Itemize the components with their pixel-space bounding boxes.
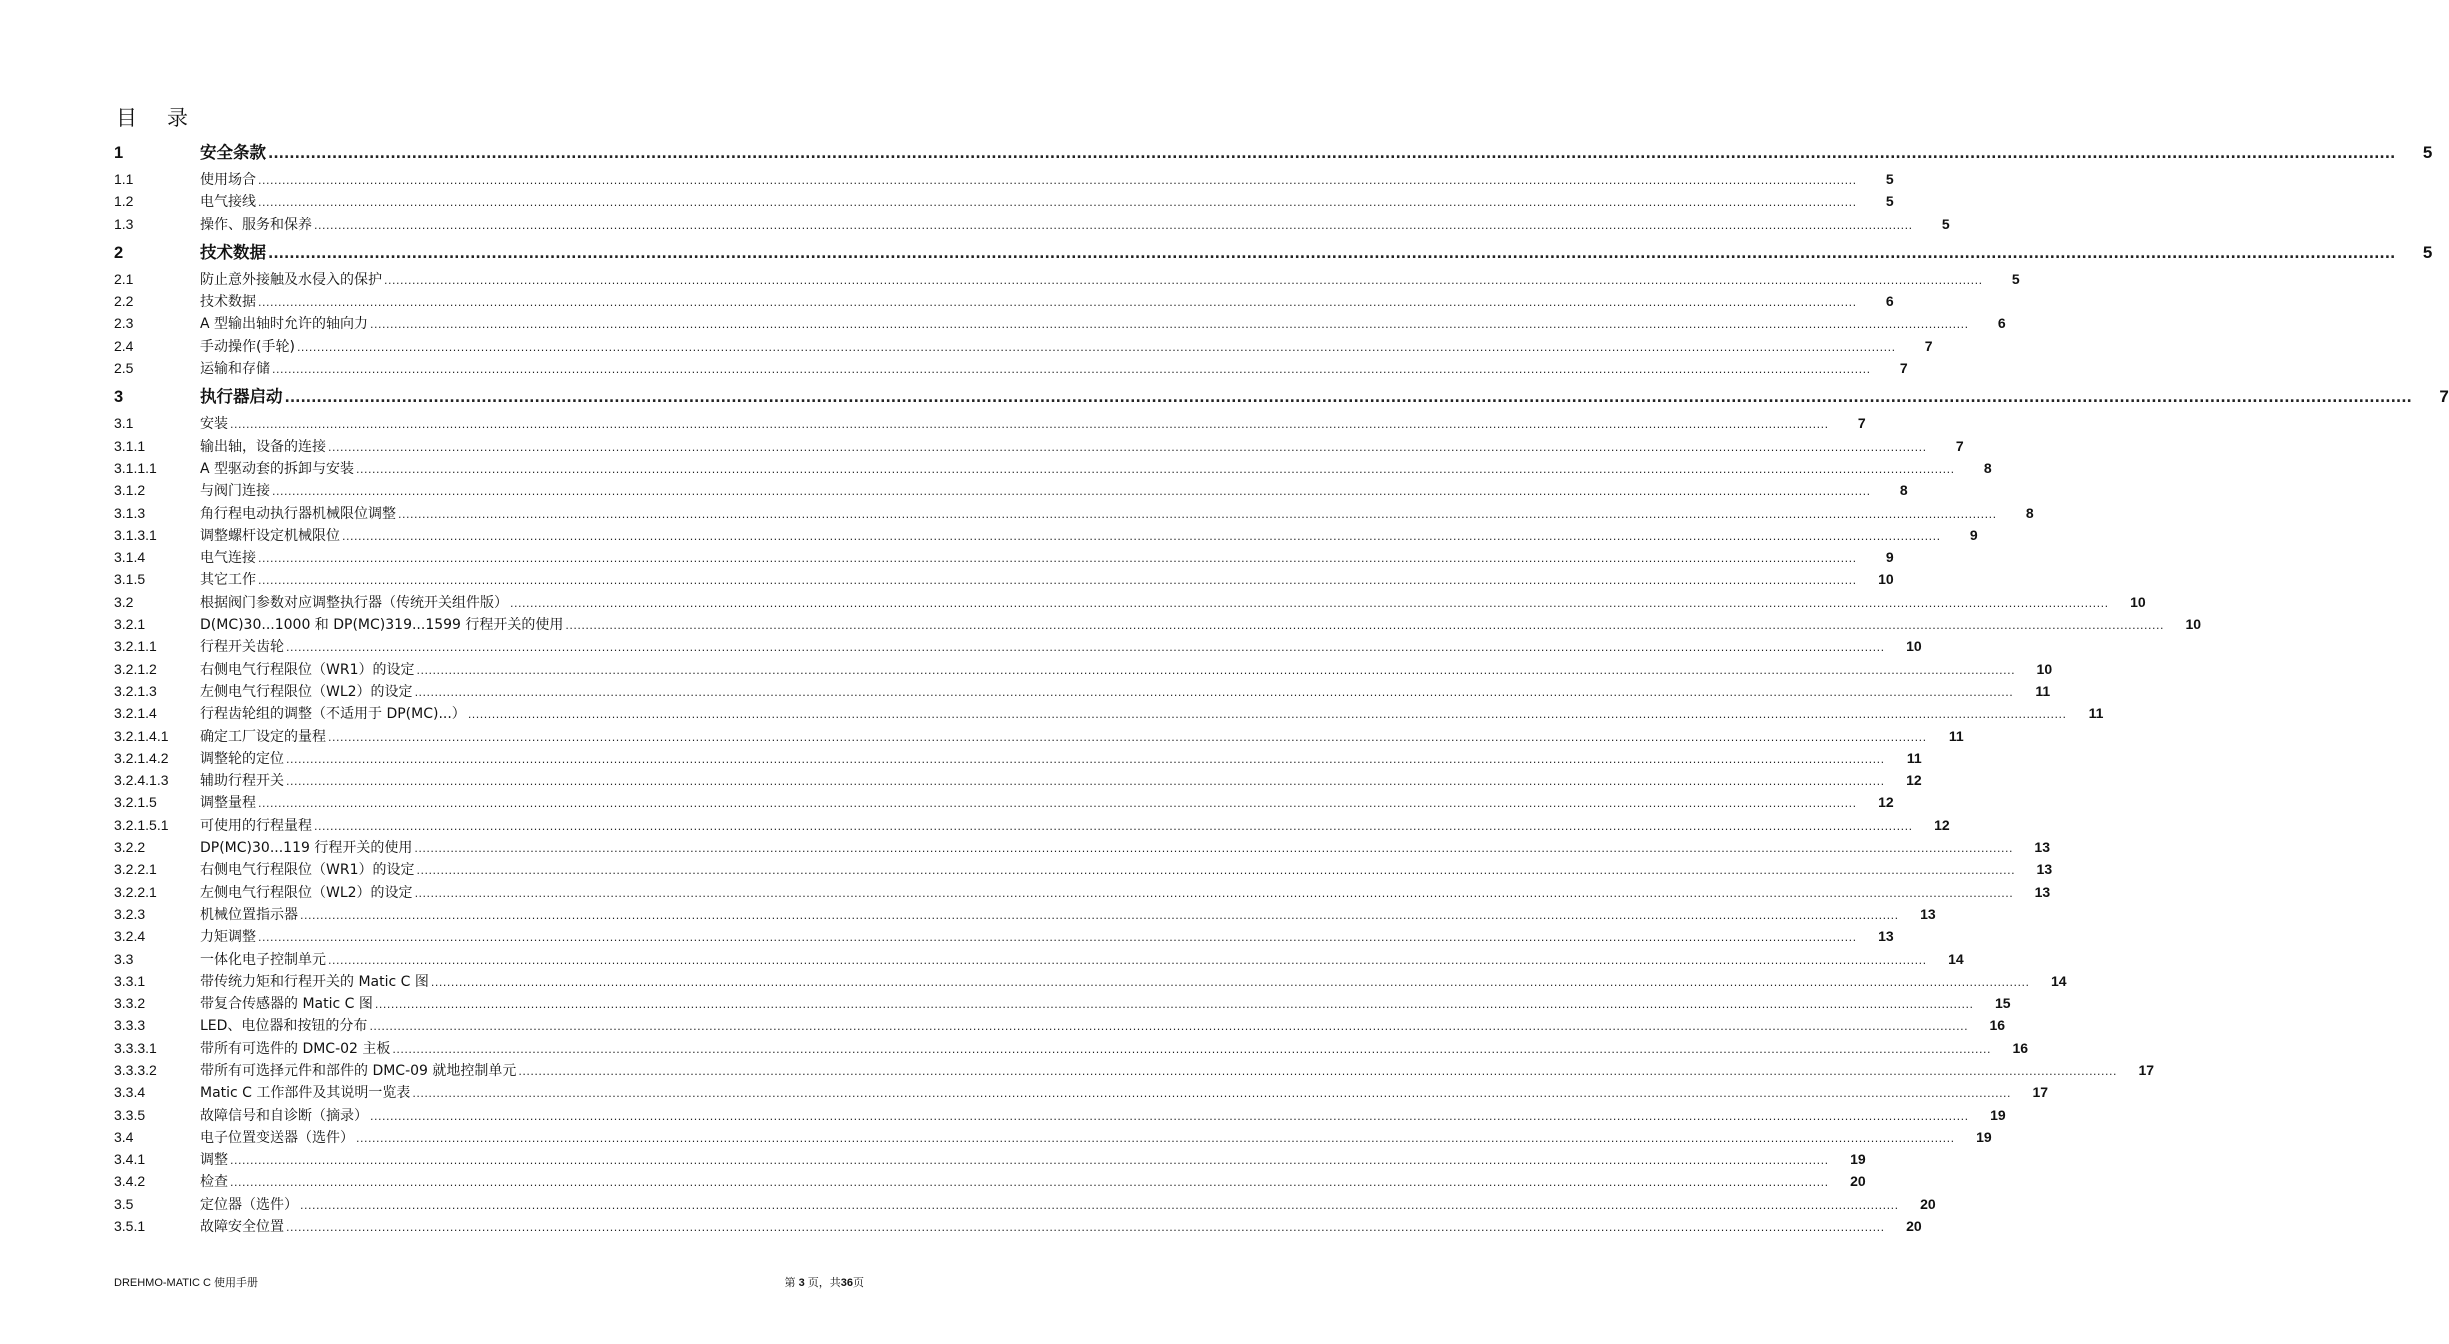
toc-entry-title: 调整量程 — [200, 795, 256, 812]
toc-entry-row[interactable] — [114, 168, 1894, 190]
toc-entry-number: 3.2.3 — [114, 905, 146, 922]
toc-dot-leader: ................................................................................................................................................................................................................................................................................................................................................................................................................ — [286, 641, 1885, 655]
toc-entry-row[interactable] — [114, 435, 1964, 457]
toc-entry-title: 使用场合 — [200, 172, 256, 188]
toc-dot-leader: ................................................................................................................................................................................................................................................................................................................................................................................................................ — [258, 574, 1857, 588]
toc-entry-row[interactable] — [114, 702, 2104, 724]
toc-entry-row[interactable] — [114, 613, 2202, 635]
toc-entry-page: 17 — [2138, 1061, 2155, 1078]
toc-entry-title: 执行器启动 — [200, 387, 283, 407]
toc-dot-leader: ................................................................................................................................................................................................................................................................................................................................................................................................................ — [272, 485, 1871, 499]
toc-entry-title: 辅助行程开关 — [200, 773, 284, 790]
toc-entry-title: 左侧电气行程限位（WL2）的设定 — [200, 683, 413, 700]
toc-entry-title: 电气接线 — [200, 194, 256, 211]
toc-entry-page: 9 — [1885, 549, 1894, 566]
toc-dot-leader: ................................................................................................................................................................................................................................................................................................................................................................................................................ — [314, 218, 1913, 232]
toc-entry-number: 2.2 — [114, 293, 134, 310]
toc-entry-page: 19 — [1850, 1151, 1866, 1168]
toc-dot-leader: ................................................................................................................................................................................................................................................................................................................................................................................................................ — [414, 685, 2014, 699]
toc-dot-leader: ................................................................................................................................................................................................................................................................................................................................................................................................................ — [268, 146, 2396, 162]
footer-page-total: 36 — [840, 1277, 853, 1289]
toc-entry-title: 操作、服务和保养 — [200, 216, 312, 233]
toc-entry-page: 13 — [2034, 839, 2050, 856]
toc-dot-leader: ................................................................................................................................................................................................................................................................................................................................................................................................................ — [300, 908, 1899, 922]
toc-entry-page: 12 — [1934, 816, 1950, 833]
toc-entry-number: 3.2.1.3 — [114, 682, 157, 699]
toc-entry-title: 行程开关齿轮 — [200, 639, 284, 656]
toc-dot-leader: ................................................................................................................................................................................................................................................................................................................................................................................................................ — [414, 886, 2014, 900]
toc-entry-title: 技术数据 — [200, 242, 266, 262]
toc-entry-number: 3.1.1.1 — [114, 459, 157, 476]
toc-entry-number: 3.1.3.1 — [114, 526, 157, 543]
toc-dot-leader: ................................................................................................................................................................................................................................................................................................................................................................................................................ — [230, 1154, 1829, 1168]
toc-entry-row[interactable] — [114, 836, 2050, 858]
toc-entry-row[interactable] — [114, 479, 1908, 501]
toc-entry-title: 运输和存储 — [200, 361, 270, 378]
toc-entry-title: 安全条款 — [200, 143, 266, 162]
toc-entry-number: 2 — [114, 243, 124, 262]
toc-chapter-row[interactable] — [114, 382, 2449, 412]
toc-entry-page: 7 — [1924, 337, 1933, 354]
toc-entry-page: 11 — [2035, 682, 2051, 699]
toc-entry-title: DP(MC)30...119 行程开关的使用 — [200, 840, 413, 857]
toc-entry-title: 根据阀门参数对应调整执行器（传统开关组件版） — [200, 594, 508, 611]
toc-entry-row[interactable] — [114, 635, 1922, 657]
toc-entry-number: 3.2.1.2 — [114, 660, 157, 677]
toc-entry-row[interactable] — [114, 658, 2053, 680]
toc-dot-leader: ................................................................................................................................................................................................................................................................................................................................................................................................................ — [412, 1087, 2012, 1101]
toc-entry-title: 机械位置指示器 — [200, 906, 298, 923]
toc-entry-page: 8 — [2025, 504, 2034, 521]
toc-entry-number: 3.2.2.1 — [114, 861, 157, 878]
toc-entry-page: 5 — [2011, 270, 2020, 287]
toc-entry-page: 13 — [1878, 928, 1894, 945]
toc-entry-page: 5 — [1941, 215, 1950, 232]
footer-page-suffix: 页 — [853, 1277, 864, 1289]
toc-entry-number: 3.5.1 — [114, 1218, 146, 1235]
toc-entry-number: 3.2.1.4.2 — [114, 749, 169, 766]
toc-entry-page: 10 — [1878, 571, 1894, 588]
toc-entry-title: 定位器（选件） — [200, 1196, 298, 1213]
toc-dot-leader: ................................................................................................................................................................................................................................................................................................................................................................................................................ — [414, 842, 2013, 856]
toc-entry-page: 7 — [1955, 437, 1964, 454]
toc-entry-row[interactable] — [114, 1126, 1992, 1148]
toc-entry-number: 3.4.1 — [114, 1151, 146, 1168]
toc-entry-title: A 型输出轴时允许的轴向力 — [200, 316, 369, 333]
toc-entry-row[interactable] — [114, 190, 1894, 212]
toc-entry-row[interactable] — [114, 970, 2067, 992]
toc-entry-title: 其它工作 — [200, 572, 256, 589]
toc-entry-title: 带传统力矩和行程开关的 Matic C 图 — [200, 973, 429, 990]
toc-entry-number: 1.1 — [114, 171, 134, 187]
toc-dot-leader: ................................................................................................................................................................................................................................................................................................................................................................................................................ — [300, 1198, 1899, 1212]
toc-entry-number: 2.5 — [114, 360, 134, 377]
toc-entry-row[interactable] — [114, 725, 1964, 747]
toc-entry-row[interactable] — [114, 591, 2146, 613]
toc-entry-number: 3.1.3 — [114, 504, 146, 521]
toc-entry-title: 技术数据 — [200, 294, 256, 311]
toc-entry-number: 3.3.5 — [114, 1106, 146, 1123]
toc-dot-leader: ................................................................................................................................................................................................................................................................................................................................................................................................................ — [518, 1064, 2118, 1078]
toc-dot-leader: ................................................................................................................................................................................................................................................................................................................................................................................................................ — [272, 363, 1871, 377]
toc-entry-number: 3.2.1.5.1 — [114, 816, 169, 833]
toc-entry-page: 10 — [2185, 616, 2202, 633]
toc-dot-leader: ................................................................................................................................................................................................................................................................................................................................................................................................................ — [370, 1109, 1969, 1123]
toc-entry-page: 15 — [1994, 995, 2011, 1012]
toc-entry-row[interactable] — [114, 1037, 2029, 1059]
toc-dot-leader: ................................................................................................................................................................................................................................................................................................................................................................................................................ — [398, 507, 1997, 521]
toc-entry-title: 确定工厂设定的量程 — [200, 728, 326, 745]
toc-entry-row[interactable] — [114, 546, 1894, 568]
toc-entry-number: 2.1 — [114, 270, 134, 287]
toc-entry-row[interactable] — [114, 680, 2051, 702]
toc-entry-title: 一体化电子控制单元 — [200, 951, 326, 968]
toc-entry-title: 调整 — [200, 1152, 228, 1169]
toc-entry-row[interactable] — [114, 412, 1866, 434]
toc-entry-number: 3.2.2 — [114, 839, 146, 856]
toc-entry-title: 带所有可选择元件和部件的 DMC-09 就地控制单元 — [200, 1062, 517, 1079]
toc-entry-row[interactable] — [114, 791, 1894, 813]
toc-entry-number: 3.1.5 — [114, 571, 146, 588]
toc-entry-page: 5 — [2422, 143, 2433, 162]
toc-entry-page: 6 — [1997, 315, 2006, 332]
toc-entry-page: 7 — [1899, 360, 1908, 377]
toc-entry-number: 3.2.4.1.3 — [114, 772, 169, 789]
toc-entry-page: 14 — [1948, 950, 1964, 967]
toc-entry-page: 19 — [1990, 1106, 2006, 1123]
toc-entry-number: 3.3.3.2 — [114, 1061, 157, 1078]
page-title-part2: 录 — [167, 106, 188, 130]
toc-entry-number: 3.2.1.5 — [114, 794, 157, 811]
toc-entry-number: 3.3.3.1 — [114, 1039, 157, 1056]
toc-entry-title: 手动操作(手轮) — [200, 338, 295, 355]
toc-entry-page: 10 — [2130, 593, 2146, 610]
toc-entry-title: 安装 — [200, 416, 228, 433]
toc-entry-page: 12 — [1906, 772, 1922, 789]
toc-dot-leader: ................................................................................................................................................................................................................................................................................................................................................................................................................ — [374, 998, 1974, 1012]
toc-entry-title: 可使用的行程量程 — [200, 817, 312, 834]
toc-dot-leader: ................................................................................................................................................................................................................................................................................................................................................................................................................ — [565, 619, 2165, 633]
toc-entry-row[interactable] — [114, 1081, 2049, 1103]
toc-entry-number: 3 — [114, 388, 124, 407]
toc-entry-number: 3.2.4 — [114, 928, 146, 945]
toc-chapter-row[interactable] — [114, 138, 2433, 168]
toc-entry-row[interactable] — [114, 903, 1936, 925]
toc-entry-page: 7 — [1857, 415, 1866, 432]
toc-entry-page: 14 — [2050, 972, 2067, 989]
toc-dot-leader: ................................................................................................................................................................................................................................................................................................................................................................................................................ — [467, 708, 2067, 722]
footer-manual-title: DREHMO-MATIC C 使用手册 — [114, 1277, 259, 1289]
footer-page-number — [785, 1274, 865, 1290]
toc-entry-row[interactable] — [114, 1104, 2006, 1126]
toc-dot-leader: ................................................................................................................................................................................................................................................................................................................................................................................................................ — [416, 663, 2016, 677]
toc-entry-number: 2.4 — [114, 337, 134, 354]
toc-entry-number: 3.1.1 — [114, 437, 146, 454]
toc-entry-number: 3.2.1.4.1 — [114, 727, 169, 744]
toc-entry-row[interactable] — [114, 502, 2034, 524]
toc-entry-page: 10 — [1906, 638, 1922, 655]
toc-entry-number: 3.2 — [114, 593, 134, 610]
toc-entry-row[interactable] — [114, 948, 1964, 970]
toc-entry-page: 11 — [1906, 749, 1922, 766]
toc-entry-row[interactable] — [114, 312, 2006, 334]
toc-dot-leader: ................................................................................................................................................................................................................................................................................................................................................................................................................ — [284, 390, 2412, 407]
toc-entry-page: 11 — [2088, 705, 2104, 722]
toc-chapter-row[interactable] — [114, 238, 2433, 268]
toc-entry-title: 左侧电气行程限位（WL2）的设定 — [200, 884, 413, 901]
table-of-contents — [114, 138, 2449, 1237]
toc-entry-row[interactable] — [114, 1059, 2155, 1081]
toc-dot-leader: ................................................................................................................................................................................................................................................................................................................................................................................................................ — [258, 174, 1857, 187]
toc-dot-leader: ................................................................................................................................................................................................................................................................................................................................................................................................................ — [356, 462, 1955, 476]
toc-dot-leader: ................................................................................................................................................................................................................................................................................................................................................................................................................ — [286, 775, 1885, 789]
toc-entry-number: 3.2.1 — [114, 616, 146, 633]
toc-dot-leader: ................................................................................................................................................................................................................................................................................................................................................................................................................ — [356, 1131, 1955, 1145]
toc-entry-row[interactable] — [114, 1014, 2006, 1036]
toc-entry-page: 5 — [2422, 242, 2433, 262]
toc-entry-title: 调整轮的定位 — [200, 750, 284, 767]
toc-entry-row[interactable] — [114, 992, 2011, 1014]
footer-page-middle: 页，共 — [804, 1277, 841, 1289]
toc-entry-number: 3.2.1.1 — [114, 638, 157, 655]
toc-entry-row[interactable] — [114, 1170, 1866, 1192]
toc-dot-leader: ................................................................................................................................................................................................................................................................................................................................................................................................................ — [314, 819, 1913, 833]
toc-dot-leader: ................................................................................................................................................................................................................................................................................................................................................................................................................ — [258, 552, 1857, 566]
toc-entry-title: 防止意外接触及水侵入的保护 — [200, 271, 382, 288]
toc-dot-leader: ................................................................................................................................................................................................................................................................................................................................................................................................................ — [268, 245, 2396, 262]
toc-entry-page: 8 — [1983, 459, 1992, 476]
toc-dot-leader: ................................................................................................................................................................................................................................................................................................................................................................................................................ — [342, 529, 1941, 543]
toc-entry-title: LED、电位器和按钮的分布 — [200, 1018, 368, 1035]
toc-entry-title: 输出轴，设备的连接 — [200, 438, 326, 455]
toc-entry-number: 1.2 — [114, 193, 134, 210]
toc-entry-title: 电气连接 — [200, 550, 256, 567]
toc-entry-page: 19 — [1976, 1128, 1992, 1145]
toc-entry-number: 3.1.4 — [114, 549, 146, 566]
toc-dot-leader: ................................................................................................................................................................................................................................................................................................................................................................................................................ — [370, 318, 1969, 332]
toc-entry-title: 行程齿轮组的调整（不适用于 DP(MC)...） — [200, 706, 466, 723]
footer-page-prefix: 第 — [784, 1277, 799, 1289]
toc-entry-page: 11 — [1948, 727, 1964, 744]
toc-entry-title: 电子位置变送器（选件） — [200, 1129, 354, 1146]
toc-entry-page: 20 — [1920, 1195, 1936, 1212]
toc-entry-row[interactable] — [114, 457, 1992, 479]
toc-entry-number: 3.2.1.4 — [114, 705, 157, 722]
toc-entry-title: 带复合传感器的 Matic C 图 — [200, 996, 373, 1013]
toc-entry-row[interactable] — [114, 213, 1950, 235]
toc-dot-leader: ................................................................................................................................................................................................................................................................................................................................................................................................................ — [430, 975, 2030, 989]
toc-dot-leader: ................................................................................................................................................................................................................................................................................................................................................................................................................ — [416, 864, 2016, 878]
toc-dot-leader: ................................................................................................................................................................................................................................................................................................................................................................................................................ — [296, 340, 1896, 354]
toc-entry-number: 2.3 — [114, 315, 134, 332]
toc-entry-title: A 型驱动套的拆卸与安装 — [200, 460, 355, 477]
toc-dot-leader: ................................................................................................................................................................................................................................................................................................................................................................................................................ — [510, 596, 2109, 610]
toc-entry-page: 6 — [1885, 293, 1894, 310]
toc-entry-title: 右侧电气行程限位（WR1）的设定 — [200, 862, 415, 879]
toc-dot-leader: ................................................................................................................................................................................................................................................................................................................................................................................................................ — [384, 273, 1983, 287]
toc-entry-page: 5 — [1885, 171, 1894, 187]
toc-entry-row[interactable] — [114, 290, 1894, 312]
toc-entry-title: Matic C 工作部件及其说明一览表 — [200, 1085, 411, 1102]
toc-entry-page: 9 — [1969, 526, 1978, 543]
toc-dot-leader: ................................................................................................................................................................................................................................................................................................................................................................................................................ — [230, 418, 1829, 432]
toc-entry-row[interactable] — [114, 881, 2051, 903]
toc-entry-number: 3.2.2.1 — [114, 883, 157, 900]
toc-entry-page: 20 — [1850, 1173, 1866, 1190]
toc-entry-number: 3.3.1 — [114, 972, 146, 989]
toc-entry-page: 17 — [2032, 1084, 2049, 1101]
toc-entry-title: 角行程电动执行器机械限位调整 — [200, 505, 396, 522]
toc-dot-leader: ................................................................................................................................................................................................................................................................................................................................................................................................................ — [258, 196, 1857, 210]
toc-entry-row[interactable] — [114, 925, 1894, 947]
toc-entry-row[interactable] — [114, 1148, 1866, 1170]
toc-entry-page: 13 — [2036, 861, 2053, 878]
toc-dot-leader: ................................................................................................................................................................................................................................................................................................................................................................................................................ — [328, 730, 1927, 744]
toc-entry-title: 故障信号和自诊断（摘录） — [200, 1107, 368, 1124]
toc-entry-row[interactable] — [114, 814, 1950, 836]
toc-entry-title: 故障安全位置 — [200, 1219, 284, 1236]
toc-entry-page: 8 — [1899, 482, 1908, 499]
toc-entry-page: 20 — [1906, 1218, 1922, 1235]
toc-dot-leader: ................................................................................................................................................................................................................................................................................................................................................................................................................ — [369, 1020, 1969, 1034]
toc-dot-leader: ................................................................................................................................................................................................................................................................................................................................................................................................................ — [230, 1176, 1829, 1190]
toc-entry-row[interactable] — [114, 524, 1978, 546]
toc-entry-number: 1 — [114, 144, 124, 162]
toc-entry-row[interactable] — [114, 1215, 1922, 1237]
toc-entry-number: 3.4.2 — [114, 1173, 146, 1190]
toc-entry-number: 1.3 — [114, 215, 134, 232]
toc-entry-page: 13 — [2034, 883, 2051, 900]
toc-entry-title: 右侧电气行程限位（WR1）的设定 — [200, 661, 415, 678]
toc-entry-number: 3.3.2 — [114, 995, 146, 1012]
toc-entry-row[interactable] — [114, 747, 1922, 769]
page-title-part1: 目 — [116, 106, 137, 130]
toc-entry-title: 带所有可选件的 DMC-02 主板 — [200, 1040, 391, 1057]
toc-entry-row[interactable] — [114, 268, 2020, 290]
toc-entry-title: D(MC)30...1000 和 DP(MC)319...1599 行程开关的使用 — [200, 617, 564, 634]
toc-entry-page: 12 — [1878, 794, 1894, 811]
toc-entry-number: 3.4 — [114, 1128, 134, 1145]
toc-dot-leader: ................................................................................................................................................................................................................................................................................................................................................................................................................ — [286, 752, 1885, 766]
footer-page-current: 3 — [798, 1277, 805, 1289]
toc-entry-page: 7 — [2439, 387, 2449, 407]
toc-dot-leader: ................................................................................................................................................................................................................................................................................................................................................................................................................ — [328, 953, 1927, 967]
toc-entry-row[interactable] — [114, 769, 1922, 791]
toc-entry-page: 13 — [1920, 905, 1936, 922]
toc-entry-row[interactable] — [114, 568, 1894, 590]
toc-entry-title: 检查 — [200, 1174, 228, 1191]
toc-entry-number: 3.3.4 — [114, 1084, 146, 1101]
toc-entry-page: 10 — [2036, 660, 2053, 677]
toc-entry-title: 力矩调整 — [200, 929, 256, 946]
toc-entry-number: 3.3.3 — [114, 1017, 146, 1034]
toc-entry-number: 3.1.2 — [114, 482, 146, 499]
toc-entry-title: 调整螺杆设定机械限位 — [200, 527, 340, 544]
toc-dot-leader: ................................................................................................................................................................................................................................................................................................................................................................................................................ — [392, 1042, 1992, 1056]
toc-dot-leader: ................................................................................................................................................................................................................................................................................................................................................................................................................ — [328, 440, 1927, 454]
toc-dot-leader: ................................................................................................................................................................................................................................................................................................................................................................................................................ — [258, 931, 1857, 945]
toc-entry-number: 3.1 — [114, 415, 134, 432]
toc-dot-leader: ................................................................................................................................................................................................................................................................................................................................................................................................................ — [286, 1221, 1885, 1235]
page-title — [116, 102, 188, 132]
toc-entry-page: 16 — [2012, 1039, 2029, 1056]
toc-entry-number: 3.3 — [114, 950, 134, 967]
toc-entry-page: 5 — [1885, 193, 1894, 210]
toc-entry-number: 3.5 — [114, 1195, 134, 1212]
toc-entry-row[interactable] — [114, 357, 1908, 379]
toc-entry-row[interactable] — [114, 1193, 1936, 1215]
toc-entry-page: 16 — [1989, 1017, 2006, 1034]
toc-entry-row[interactable] — [114, 335, 1933, 357]
toc-dot-leader: ................................................................................................................................................................................................................................................................................................................................................................................................................ — [258, 797, 1857, 811]
toc-entry-row[interactable] — [114, 858, 2053, 880]
toc-entry-title: 与阀门连接 — [200, 483, 270, 500]
toc-dot-leader: ................................................................................................................................................................................................................................................................................................................................................................................................................ — [258, 296, 1857, 310]
